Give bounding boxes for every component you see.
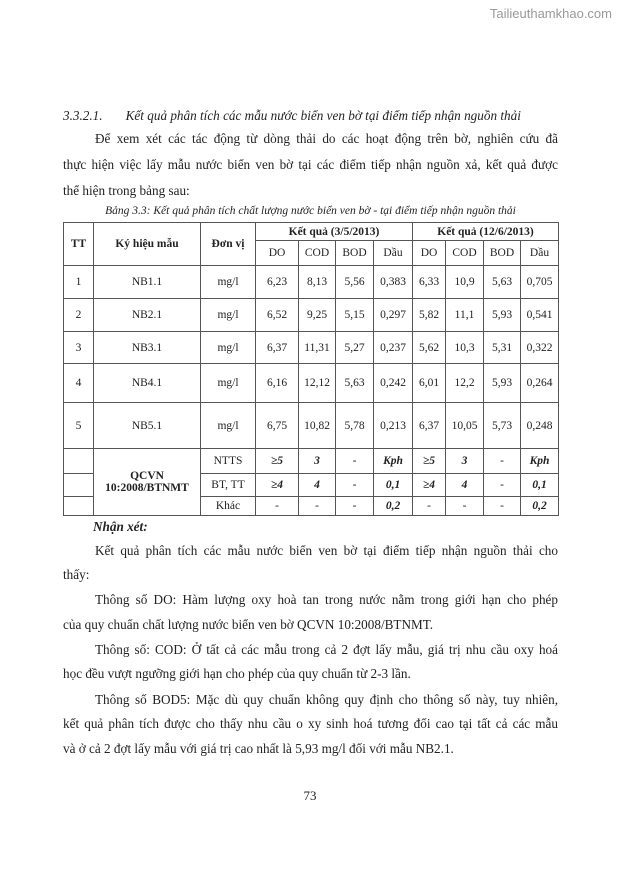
- section-heading: [63, 108, 558, 124]
- value-cell: 5,93: [484, 299, 521, 332]
- standard-type: Khác: [201, 497, 256, 516]
- value-cell: 6,33: [413, 266, 446, 299]
- header-param: DO: [413, 241, 446, 266]
- limit-cell: 4: [446, 474, 484, 497]
- intro-line: Để xem xét các tác động từ dòng thải do các hoạt động trên bờ, nghiên cứu đã: [95, 131, 558, 146]
- value-cell: 0,383: [374, 266, 413, 299]
- table-row: [64, 299, 559, 332]
- value-cell: 6,01: [413, 364, 446, 403]
- header-group1: Kết quả (3/5/2013): [256, 223, 413, 241]
- remark-line: Kết quả phân tích các mẫu nước biển ven bờ tại điểm tiếp nhận nguồn thải cho: [95, 543, 558, 558]
- value-cell: 5,63: [336, 364, 374, 403]
- value-cell: 5,93: [484, 364, 521, 403]
- standard-name: [94, 449, 201, 516]
- remark-line: Thông số DO: Hàm lượng oxy hoà tan trong nước nằm trong giới hạn cho phép: [95, 592, 558, 607]
- value-cell: 0,264: [521, 364, 559, 403]
- sample-id: NB1.1: [94, 266, 201, 299]
- limit-cell: ≥5: [413, 449, 446, 474]
- limit-cell: -: [336, 474, 374, 497]
- limit-cell: -: [256, 497, 299, 516]
- value-cell: 0,237: [374, 332, 413, 364]
- table-row: [64, 332, 559, 364]
- empty-cell: [64, 497, 94, 516]
- value-cell: 0,705: [521, 266, 559, 299]
- standard-name-line1: QCVN: [130, 470, 164, 482]
- value-cell: 0,297: [374, 299, 413, 332]
- watermark: Tailieuthamkhao.com: [489, 6, 612, 21]
- remark-line: Thông số BOD5: Mặc dù quy chuẩn không quy định cho thông số này, tuy nhiên,: [95, 692, 558, 707]
- header-sample: Ký hiệu mẫu: [94, 223, 201, 266]
- limit-cell: -: [484, 449, 521, 474]
- page-number: 73: [303, 788, 317, 803]
- remark-line: thấy:: [63, 567, 90, 582]
- value-cell: 5,63: [484, 266, 521, 299]
- standard-type: BT, TT: [201, 474, 256, 497]
- value-cell: 0,213: [374, 403, 413, 449]
- section-title: Kết quả phân tích các mẫu nước biển ven bờ tại điểm tiếp nhận nguồn thải: [125, 108, 521, 123]
- intro-line: thực hiện việc lấy mẫu nước biển ven bờ tại các điểm tiếp nhận nguồn xả, kết quả được: [63, 157, 558, 172]
- row-index: 5: [64, 403, 94, 449]
- limit-cell: ≥5: [256, 449, 299, 474]
- section-number: 3.3.2.1.: [63, 108, 103, 123]
- limit-cell: 4: [299, 474, 336, 497]
- remark-line: Thông số: COD: Ở tất cả các mẫu trong cả 2 đợt lấy mẫu, giá trị nhu cầu oxy hoá: [95, 642, 558, 657]
- value-cell: 5,73: [484, 403, 521, 449]
- limit-cell: -: [336, 449, 374, 474]
- header-param: COD: [299, 241, 336, 266]
- header-param: DO: [256, 241, 299, 266]
- remark-line: học đều vượt ngưỡng giới hạn cho phép của quy chuẩn từ 2-3 lần.: [63, 666, 411, 681]
- value-cell: 5,15: [336, 299, 374, 332]
- unit: mg/l: [201, 403, 256, 449]
- value-cell: 5,78: [336, 403, 374, 449]
- value-cell: 6,37: [413, 403, 446, 449]
- value-cell: 6,37: [256, 332, 299, 364]
- value-cell: 12,12: [299, 364, 336, 403]
- intro-line: thể hiện trong bảng sau:: [63, 183, 190, 198]
- limit-cell: -: [484, 474, 521, 497]
- value-cell: 5,62: [413, 332, 446, 364]
- limit-cell: Kph: [521, 449, 559, 474]
- results-table: [63, 222, 559, 516]
- standard-type: NTTS: [201, 449, 256, 474]
- header-param: Dầu: [374, 241, 413, 266]
- value-cell: 0,248: [521, 403, 559, 449]
- row-index: 4: [64, 364, 94, 403]
- limit-cell: 0,2: [374, 497, 413, 516]
- header-group2: Kết quả (12/6/2013): [413, 223, 559, 241]
- table-row: [64, 364, 559, 403]
- value-cell: 11,31: [299, 332, 336, 364]
- empty-cell: [64, 449, 94, 474]
- header-param: BOD: [484, 241, 521, 266]
- table-caption: Bảng 3.3: Kết quả phân tích chất lượng nước biển ven bờ - tại điểm tiếp nhận nguồn thải: [105, 205, 516, 217]
- value-cell: 5,56: [336, 266, 374, 299]
- row-index: 3: [64, 332, 94, 364]
- remark-line: và ở cả 2 đợt lấy mẫu với giá trị cao nhất là 5,93 mg/l đối với mẫu NB2.1.: [63, 741, 454, 756]
- limit-cell: 3: [299, 449, 336, 474]
- value-cell: 8,13: [299, 266, 336, 299]
- row-index: 1: [64, 266, 94, 299]
- standard-row: [64, 449, 559, 474]
- value-cell: 10,05: [446, 403, 484, 449]
- value-cell: 6,75: [256, 403, 299, 449]
- standard-name-line2: 10:2008/BTNMT: [105, 482, 189, 494]
- row-index: 2: [64, 299, 94, 332]
- limit-cell: Kph: [374, 449, 413, 474]
- value-cell: 10,9: [446, 266, 484, 299]
- sample-id: NB3.1: [94, 332, 201, 364]
- sample-id: NB5.1: [94, 403, 201, 449]
- limit-cell: 0,1: [374, 474, 413, 497]
- limit-cell: -: [484, 497, 521, 516]
- value-cell: 5,82: [413, 299, 446, 332]
- limit-cell: 3: [446, 449, 484, 474]
- unit: mg/l: [201, 299, 256, 332]
- header-param: Dầu: [521, 241, 559, 266]
- value-cell: 0,322: [521, 332, 559, 364]
- value-cell: 11,1: [446, 299, 484, 332]
- sample-id: NB4.1: [94, 364, 201, 403]
- limit-cell: -: [413, 497, 446, 516]
- header-tt: TT: [64, 223, 94, 266]
- unit: mg/l: [201, 266, 256, 299]
- limit-cell: -: [299, 497, 336, 516]
- header-param: BOD: [336, 241, 374, 266]
- header-unit: Đơn vị: [201, 223, 256, 266]
- table-row: [64, 266, 559, 299]
- limit-cell: -: [446, 497, 484, 516]
- value-cell: 6,16: [256, 364, 299, 403]
- value-cell: 10,82: [299, 403, 336, 449]
- value-cell: 0,242: [374, 364, 413, 403]
- value-cell: 5,27: [336, 332, 374, 364]
- table-row: [64, 403, 559, 449]
- limit-cell: ≥4: [256, 474, 299, 497]
- unit: mg/l: [201, 332, 256, 364]
- value-cell: 10,3: [446, 332, 484, 364]
- limit-cell: 0,2: [521, 497, 559, 516]
- limit-cell: -: [336, 497, 374, 516]
- remarks-title: Nhận xét:: [93, 519, 148, 534]
- header-param: COD: [446, 241, 484, 266]
- value-cell: 9,25: [299, 299, 336, 332]
- value-cell: 12,2: [446, 364, 484, 403]
- empty-cell: [64, 474, 94, 497]
- remark-line: kết quả phân tích được cho thấy nhu cầu o xy sinh hoá tương đối cao tại tất cả các mẫu: [63, 716, 558, 731]
- value-cell: 0,541: [521, 299, 559, 332]
- remark-line: của quy chuẩn chất lượng nước biển ven bờ QCVN 10:2008/BTNMT.: [63, 617, 434, 632]
- unit: mg/l: [201, 364, 256, 403]
- value-cell: 5,31: [484, 332, 521, 364]
- value-cell: 6,52: [256, 299, 299, 332]
- limit-cell: 0,1: [521, 474, 559, 497]
- sample-id: NB2.1: [94, 299, 201, 332]
- limit-cell: ≥4: [413, 474, 446, 497]
- value-cell: 6,23: [256, 266, 299, 299]
